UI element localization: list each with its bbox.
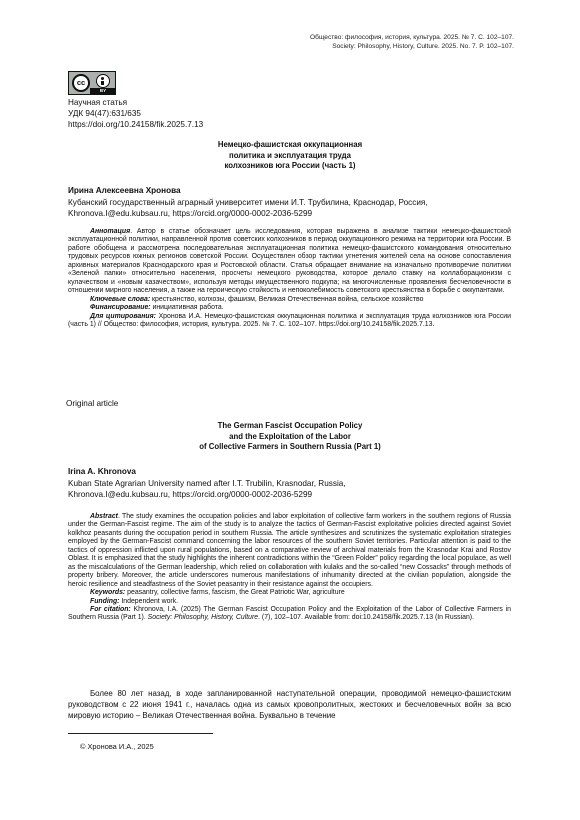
cc-by-icon[interactable] bbox=[68, 71, 116, 95]
author-en: Irina A. Khronova bbox=[68, 467, 136, 476]
udk: УДК 94(47):631/635 bbox=[68, 109, 141, 118]
title-line: политика и эксплуатация труда bbox=[229, 150, 351, 160]
abstract-label: Abstract bbox=[90, 513, 118, 520]
title-line: колхозников юга России (часть 1) bbox=[224, 161, 356, 170]
contacts-text[interactable]: Khronova.I@edu.kubsau.ru, https://orcid.org/0000-0002-2036-5299 bbox=[68, 490, 313, 499]
title-en bbox=[66, 421, 514, 453]
abstract-en bbox=[68, 513, 511, 623]
affiliation-en bbox=[68, 478, 508, 500]
affiliation-text: Kuban State Agrarian University named after I.T. Trubilin, Krasnodar, Russia, bbox=[68, 479, 346, 488]
header-en: Society: Philosophy, History, Culture. 2025. No. 7. P. 102–107. bbox=[332, 43, 514, 50]
body-paragraph: Более 80 лет назад, в ходе запланированной наступательной операции, проводимой немецко-фашистским руководством с 22 июня 1941 г., началась одна из самых кровопролитных, жестоких и бесчеловечных войн за всю мировую историю – Великая Отечественная война. Буквально в течение bbox=[68, 689, 511, 720]
citation-text-end: . (7), 102–107. Available from: doi:10.24158/fik.2025.7.13 (In Russian). bbox=[258, 614, 475, 622]
title-ru bbox=[66, 140, 514, 172]
title-line: The German Fascist Occupation Policy bbox=[217, 421, 363, 430]
funding-text: Independent work. bbox=[119, 597, 179, 605]
article-type: Научная статья bbox=[68, 98, 128, 107]
funding-label: Funding: bbox=[90, 597, 120, 605]
title-line: and the Exploitation of the Labor bbox=[229, 431, 351, 441]
article-meta bbox=[68, 97, 203, 130]
cc-logo: cc bbox=[72, 74, 90, 92]
title-line: of Collective Farmers in Southern Russia (Part 1) bbox=[199, 442, 381, 451]
person-icon bbox=[96, 74, 110, 88]
body-text bbox=[68, 688, 511, 721]
header-ru: Общество: философия, история, культура. 2025. № 7. С. 102–107. bbox=[310, 34, 514, 41]
abstract-text: . Автор в статье обозначает цель исследования, которая выражена в анализе тактики немецко-фашистской эксплуатационной политики, направленной против советских колхозников в период оккупационного режима на территории юга России. В работе обобщена и рассмотрена последовательная эксплуатационная политика немецко-фашистского командования относительно трудовых ресурсов южных регионов советской России. Осуществлен обзор тактики угнетения жителей села на основе сопоставления архивных материалов Краснодарского края и Ростовской области. Статья обращает внимание на изначально противоречие политики «Зеленой папки» относительно населения, просчеты немецкого руководства, которое делало ставку на коллаборационизм с кулачеством и «новым казачеством», используя методы имущественного подкупа; на многочисленные проявления бесчеловечности в отношении мирного населения, а также на героическую стойкость и непоколебимость советского крестьянства в борьбе с оккупантами. bbox=[68, 228, 511, 295]
by-label: BY bbox=[90, 88, 116, 94]
keywords-text: peasantry, collective farms, fascism, the Great Patriotic War, agriculture bbox=[125, 589, 345, 597]
copyright-footnote: © Хронова И.А., 2025 bbox=[80, 742, 154, 751]
contacts-text[interactable]: Khronova.I@edu.kubsau.ru, https://orcid.org/0000-0002-2036-5299 bbox=[68, 209, 313, 218]
abstract-label: Аннотация bbox=[90, 228, 131, 235]
doi-link[interactable]: https://doi.org/10.24158/fik.2025.7.13 bbox=[68, 120, 204, 129]
citation-label: Для цитирования: bbox=[90, 312, 156, 320]
abstract-text: . The study examines the occupation policies and labor exploitation of collective farm workers in the southern regions of Russia under the German-Fascist regime. The aim of the study is to analyze the tactics of German-Fascist exploitative policies directed against Soviet kolkhoz peasants during the occupation period in southern Russia. The article synthesizes and scrutinizes the systematic exploitation strategies employed by the German-Fascist command concerning the labor resources of the southern Soviet territories. Particular attention is paid to the tactics of oppression inflicted upon rural populations, based on a comparative review of archival materials from the Krasnodar Krai and Rostov Oblast. It is emphasized that the study highlights the inherent contradictions within the “Green Folder” policy regarding the local populace, as well as the miscalculations of the German leadership, which relied on collaboration with kulaks and the so-called “new Cossacks” through methods of property bribery. Moreover, the article underscores numerous manifestations of inhumanity directed at the civilian population, alongside the heroic resilience and steadfastness of the Soviet peasantry in their resistance against the occupiers. bbox=[68, 513, 511, 588]
citation-text: Khronova, I.A. (2025) The German Fascist Occupation Policy and the Exploitation of the Labor of Collective Farmers in Southern Russia (Part 1). bbox=[68, 605, 512, 622]
citation-label: For citation: bbox=[90, 605, 131, 613]
keywords-label: Ключевые слова: bbox=[90, 295, 151, 303]
journal-header bbox=[74, 33, 514, 51]
affiliation-ru bbox=[68, 197, 508, 219]
affiliation-text: Кубанский государственный аграрный университет имени И.Т. Трубилина, Краснодар, Россия, bbox=[68, 198, 428, 207]
citation-text: Хронова И.А. Немецко-фашистская оккупационная политика и эксплуатация труда колхозников юга России (часть 1) // Общество: философия, история, культура. 2025. № 7. С. 102–107. https://doi.org/10.24158/fik.2025.7.13. bbox=[68, 312, 511, 328]
citation-journal: Society: Philosophy, History, Culture bbox=[147, 614, 259, 622]
title-line: Немецко-фашистская оккупационная bbox=[217, 140, 363, 149]
keywords-text: крестьянство, колхозы, фашизм, Великая Отечественная война, сельское хозяйство bbox=[150, 295, 424, 303]
funding-label: Финансирование: bbox=[90, 304, 151, 312]
footnote-divider bbox=[68, 733, 213, 734]
original-article-label: Original article bbox=[66, 399, 119, 408]
abstract-ru bbox=[68, 228, 511, 329]
keywords-label: Keywords: bbox=[90, 589, 126, 597]
author-ru: Ирина Алексеевна Хронова bbox=[68, 186, 181, 195]
funding-text: инициативная работа. bbox=[150, 304, 224, 312]
